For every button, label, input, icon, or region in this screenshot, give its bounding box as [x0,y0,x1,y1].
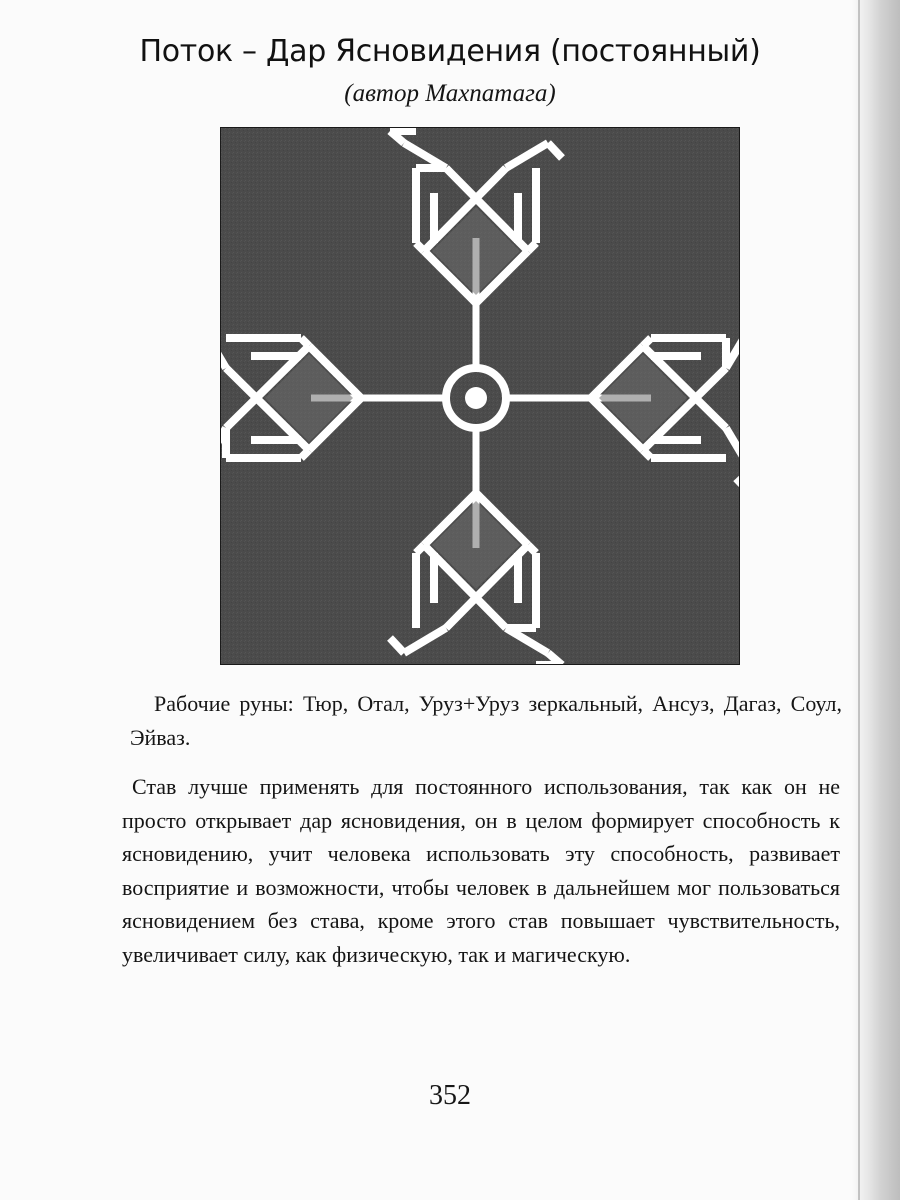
working-runes-caption: Рабочие руны: Тюр, Отал, Уруз+Уруз зеркальный, Ансуз, Дагаз, Соул, Эйваз. [130,691,842,750]
author-line: (автор Махпатага) [344,80,556,107]
page-number: 352 [429,1080,471,1111]
page-gutter-line [858,0,860,1200]
page-title: Поток – Дар Ясновидения (постоянный) [139,34,761,69]
runic-stave-icon [221,128,739,664]
body-paragraph: Став лучше применять для постоянного использования, так как он не просто открывает дар ясновидения, он в целом формирует способность к ясновидению, учит человека использовать эту способность, развивает восприятие и возможности, чтобы человек в дальнейшем мог пользоваться ясновидением без става, кроме этого став повышает чувствительность, увеличивает силу, как физическую, так и магическую. [122,774,840,967]
runic-stave-figure [220,127,740,665]
